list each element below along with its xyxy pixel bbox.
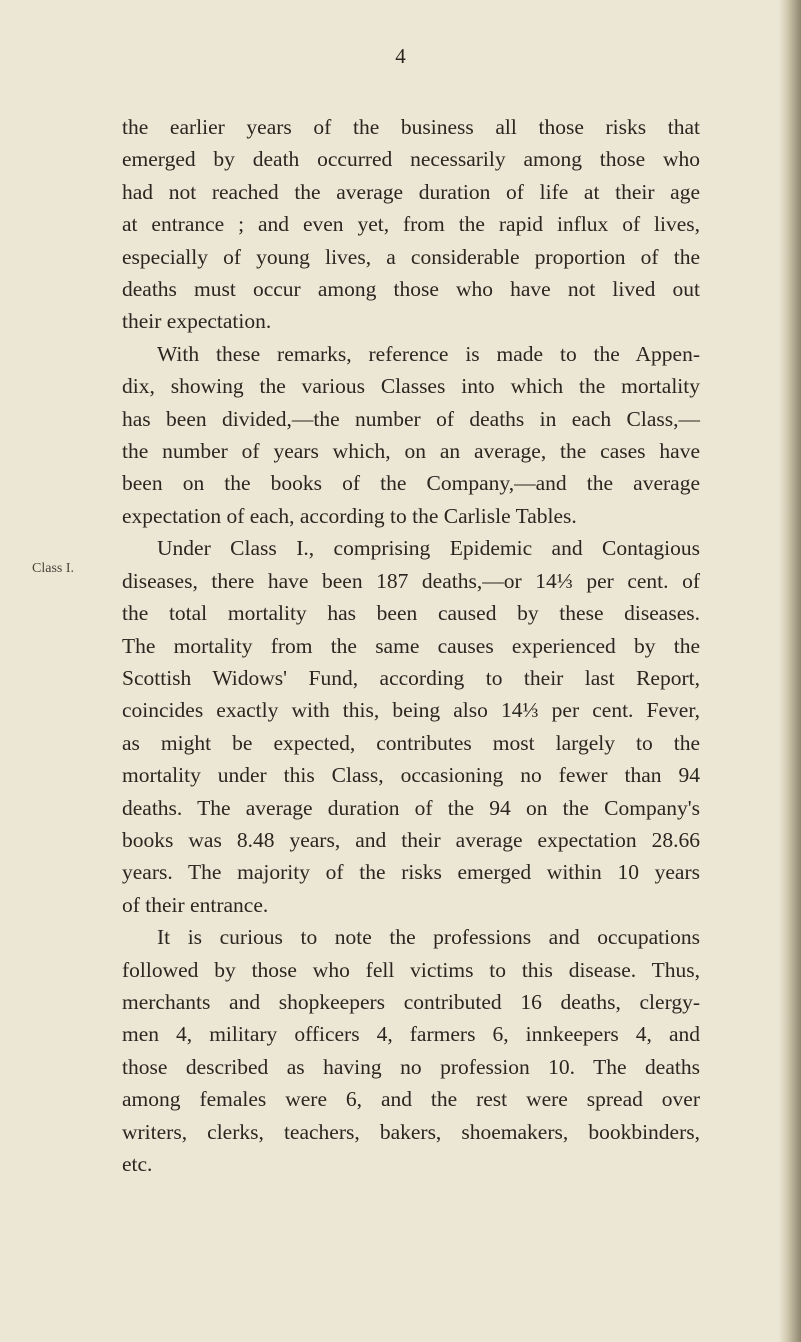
paragraph xyxy=(122,921,700,1180)
margin-note-class-i: Class I. xyxy=(32,561,74,576)
text-line: as might be expected, contributes most largely to the xyxy=(122,730,700,755)
text-line: coincides exactly with this, being also 14⅓ per cent. Fever, xyxy=(122,698,700,723)
body-text xyxy=(122,111,700,1180)
text-line: of their entrance. xyxy=(122,892,269,917)
text-line: writers, clerks, teachers, bakers, shoemakers, bookbinders, xyxy=(122,1119,700,1144)
page-edge-shadow xyxy=(779,0,801,1342)
text-line: deaths must occur among those who have not lived out xyxy=(122,277,700,302)
paragraph xyxy=(122,338,700,532)
text-line: had not reached the average duration of life at their age xyxy=(122,179,700,204)
text-line: Under Class I., comprising Epidemic and Contagious xyxy=(157,536,700,561)
text-line: among females were 6, and the rest were spread over xyxy=(122,1087,700,1112)
text-line: diseases, there have been 187 deaths,—or 14⅓ per cent. of xyxy=(122,568,700,593)
text-line: at entrance ; and even yet, from the rapid influx of lives, xyxy=(122,212,700,237)
text-line: the earlier years of the business all those risks that xyxy=(122,115,700,139)
text-line: books was 8.48 years, and their average expectation 28.66 xyxy=(122,827,700,852)
text-line: deaths. The average duration of the 94 on the Company's xyxy=(122,795,700,820)
paragraph xyxy=(122,111,700,338)
page-number: 4 xyxy=(395,44,406,68)
text-line: dix, showing the various Classes into which the mortality xyxy=(122,374,700,399)
text-line: the total mortality has been caused by these diseases. xyxy=(122,601,700,626)
text-line: With these remarks, reference is made to the Appen- xyxy=(157,341,700,366)
text-line: men 4, military officers 4, farmers 6, innkeepers 4, and xyxy=(122,1022,700,1047)
text-line: It is curious to note the professions and occupations xyxy=(157,925,700,950)
text-line: especially of young lives, a considerable proportion of the xyxy=(122,244,700,269)
text-line: expectation of each, according to the Carlisle Tables. xyxy=(122,503,577,528)
text-line: emerged by death occurred necessarily among those who xyxy=(122,147,700,172)
text-line: etc. xyxy=(122,1152,153,1176)
paragraph xyxy=(122,532,700,921)
text-line: years. The majority of the risks emerged within 10 years xyxy=(122,860,700,885)
text-line: merchants and shopkeepers contributed 16 deaths, clergy- xyxy=(122,989,700,1014)
text-line: the number of years which, on an average, the cases have xyxy=(122,439,700,464)
text-line: been on the books of the Company,—and the average xyxy=(122,471,700,496)
text-line: their expectation. xyxy=(122,309,272,334)
text-line: those described as having no profession 10. The deaths xyxy=(122,1054,700,1079)
text-line: followed by those who fell victims to this disease. Thus, xyxy=(122,957,700,982)
text-line: mortality under this Class, occasioning no fewer than 94 xyxy=(122,763,700,788)
text-line: Scottish Widows' Fund, according to their last Report, xyxy=(122,665,700,690)
text-line: The mortality from the same causes experienced by the xyxy=(122,633,700,658)
text-line: has been divided,—the number of deaths in each Class,— xyxy=(122,406,700,431)
